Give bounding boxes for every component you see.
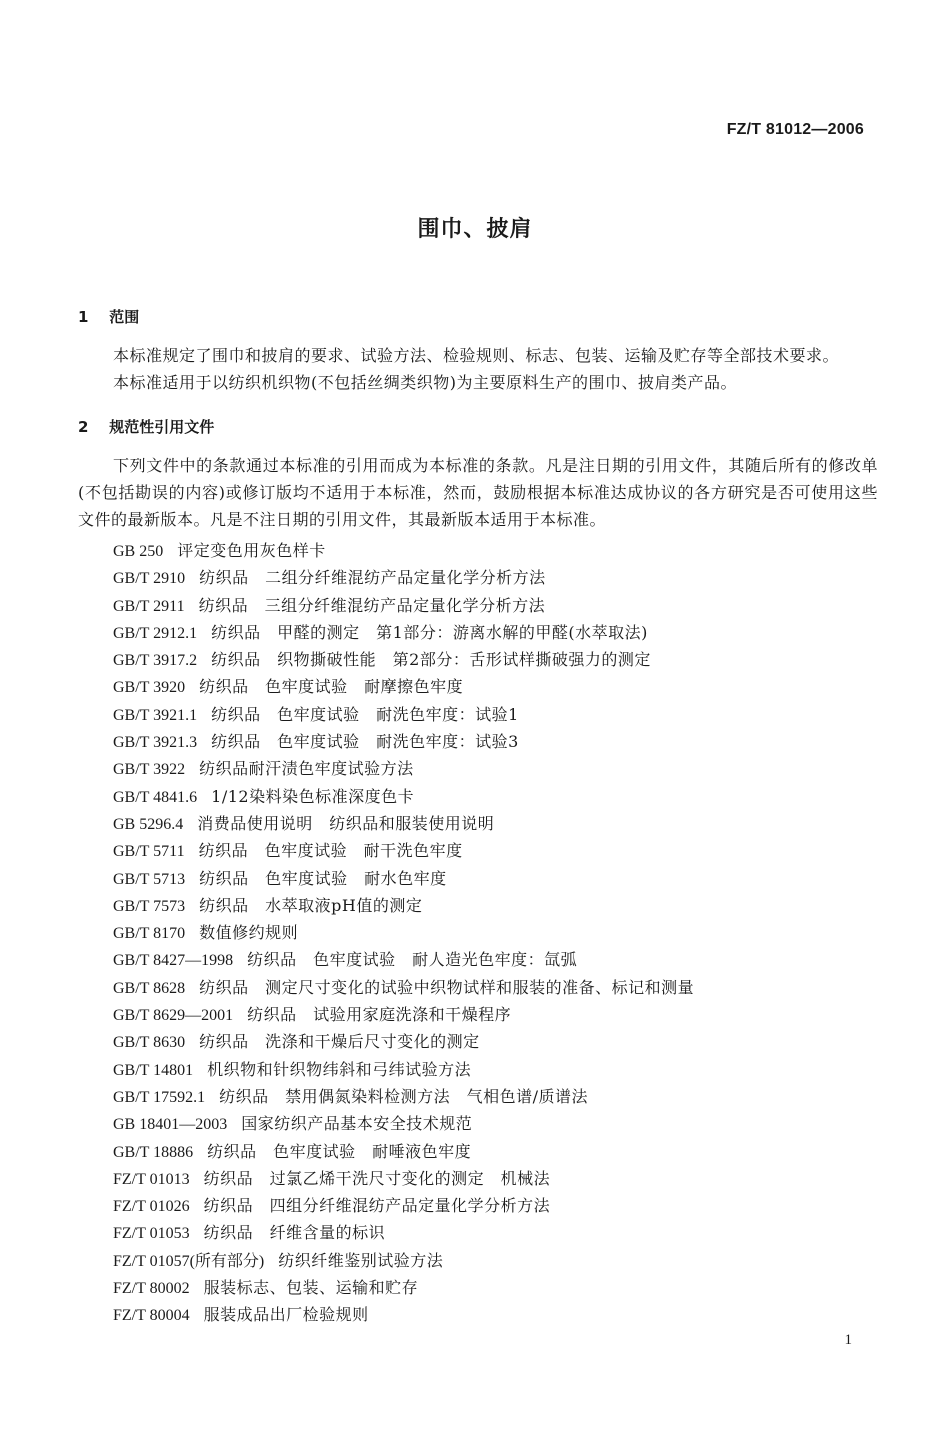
reference-item bbox=[113, 1192, 694, 1219]
reference-code: GB/T 4841.6 bbox=[113, 788, 198, 806]
reference-item bbox=[113, 646, 694, 673]
reference-title: 纺织品 试验用家庭洗涤和干燥程序 bbox=[247, 1005, 512, 1025]
references-intro-paragraph: 下列文件中的条款通过本标准的引用而成为本标准的条款。凡是注日期的引用文件，其随后所有的修改单(不包括勘误的内容)或修订版均不适用于本标准，然而，鼓励根据本标准达成协议的各方研究是否可使用这些文件的最新版本。凡是不注日期的引用文件，其最新版本适用于本标准。 bbox=[78, 456, 878, 529]
section-title: 规范性引用文件 bbox=[109, 418, 215, 436]
reference-title: 纺织品 洗涤和干燥后尺寸变化的测定 bbox=[199, 1032, 480, 1052]
reference-item bbox=[113, 919, 694, 946]
reference-title: 纺织品 纤维含量的标识 bbox=[203, 1223, 386, 1243]
standard-number: FZ/T 81012—2006 bbox=[726, 121, 864, 138]
reference-code: GB/T 8427—1998 bbox=[113, 952, 234, 970]
reference-title: 纺织品 过氯乙烯干洗尺寸变化的测定 机械法 bbox=[203, 1168, 551, 1188]
reference-title: 纺织品 二组分纤维混纺产品定量化学分析方法 bbox=[199, 568, 546, 588]
reference-item bbox=[113, 1056, 694, 1083]
scope-paragraph: 本标准规定了围巾和披肩的要求、试验方法、检验规则、标志、包装、运输及贮存等全部技术要求。 bbox=[113, 346, 840, 365]
reference-title: 纺织品 色牢度试验 耐摩擦色牢度 bbox=[199, 677, 464, 697]
section-number: 1 bbox=[78, 308, 89, 326]
reference-item bbox=[113, 865, 694, 892]
reference-item bbox=[113, 701, 694, 728]
reference-title: 纺织品 水萃取液pH值的测定 bbox=[199, 895, 423, 915]
reference-item bbox=[113, 728, 694, 755]
reference-item bbox=[113, 1138, 694, 1165]
reference-title: 纺织品 四组分纤维混纺产品定量化学分析方法 bbox=[203, 1196, 551, 1216]
reference-item bbox=[113, 1247, 694, 1274]
reference-item bbox=[113, 564, 694, 591]
reference-item bbox=[113, 1301, 694, 1328]
reference-code: GB/T 14801 bbox=[113, 1061, 194, 1079]
scope-paragraph: 本标准适用于以纺织机织物(不包括丝绸类织物)为主要原料生产的围巾、披肩类产品。 bbox=[113, 373, 737, 392]
section-number: 2 bbox=[78, 418, 89, 436]
reference-title: 纺织纤维鉴别试验方法 bbox=[278, 1250, 444, 1270]
reference-code: GB/T 3921.1 bbox=[113, 706, 198, 724]
reference-code: GB 5296.4 bbox=[113, 815, 184, 833]
reference-list bbox=[113, 537, 694, 1329]
reference-title: 纺织品 色牢度试验 耐洗色牢度：试验3 bbox=[211, 732, 519, 752]
reference-item bbox=[113, 946, 694, 973]
reference-item bbox=[113, 755, 694, 782]
reference-title: 纺织品 色牢度试验 耐水色牢度 bbox=[199, 868, 447, 888]
reference-item bbox=[113, 673, 694, 700]
reference-code: GB/T 5711 bbox=[113, 843, 185, 861]
reference-code: GB 18401—2003 bbox=[113, 1116, 228, 1134]
reference-code: GB/T 3920 bbox=[113, 679, 186, 697]
reference-title: 纺织品 测定尺寸变化的试验中织物试样和服装的准备、标记和测量 bbox=[199, 977, 695, 997]
reference-title: 纺织品 色牢度试验 耐干洗色牢度 bbox=[198, 841, 463, 861]
reference-code: GB/T 18886 bbox=[113, 1143, 194, 1161]
reference-title: 纺织品耐汗渍色牢度试验方法 bbox=[199, 759, 414, 779]
reference-title: 纺织品 色牢度试验 耐唾液色牢度 bbox=[207, 1141, 472, 1161]
reference-item bbox=[113, 783, 694, 810]
reference-code: FZ/T 01057(所有部分) bbox=[113, 1252, 265, 1270]
reference-item bbox=[113, 1083, 694, 1110]
scope-body bbox=[113, 342, 873, 396]
reference-title: 服装成品出厂检验规则 bbox=[203, 1305, 369, 1325]
reference-code: GB/T 5713 bbox=[113, 870, 186, 888]
reference-title: 服装标志、包装、运输和贮存 bbox=[203, 1278, 419, 1298]
reference-code: GB/T 8630 bbox=[113, 1034, 186, 1052]
reference-item bbox=[113, 537, 694, 564]
reference-item bbox=[113, 974, 694, 1001]
reference-item bbox=[113, 1274, 694, 1301]
reference-code: GB/T 3917.2 bbox=[113, 652, 198, 670]
section-title: 范围 bbox=[109, 308, 140, 326]
reference-item bbox=[113, 810, 694, 837]
reference-code: FZ/T 80002 bbox=[113, 1280, 190, 1298]
reference-item bbox=[113, 1001, 694, 1028]
reference-code: GB/T 7573 bbox=[113, 897, 186, 915]
reference-title: 纺织品 甲醛的测定 第1部分：游离水解的甲醛(水萃取法) bbox=[211, 622, 648, 642]
reference-title: 评定变色用灰色样卡 bbox=[177, 541, 326, 560]
reference-code: GB/T 2910 bbox=[113, 570, 186, 588]
section-heading-scope bbox=[78, 306, 139, 327]
reference-code: GB 250 bbox=[113, 543, 164, 560]
reference-item bbox=[113, 837, 694, 864]
reference-title: 数值修约规则 bbox=[199, 923, 299, 943]
reference-code: FZ/T 80004 bbox=[113, 1307, 190, 1325]
reference-item bbox=[113, 1028, 694, 1055]
reference-title: 消费品使用说明 纺织品和服装使用说明 bbox=[197, 813, 495, 833]
page-number: 1 bbox=[844, 1332, 852, 1348]
reference-title: 机织物和针织物纬斜和弓纬试验方法 bbox=[207, 1059, 472, 1079]
reference-item bbox=[113, 1219, 694, 1246]
reference-title: 纺织品 禁用偶氮染料检测方法 气相色谱/质谱法 bbox=[219, 1086, 589, 1106]
reference-item bbox=[113, 892, 694, 919]
reference-item bbox=[113, 592, 694, 619]
reference-title: 1/12染料染色标准深度色卡 bbox=[211, 786, 415, 806]
reference-title: 纺织品 织物撕破性能 第2部分：舌形试样撕破强力的测定 bbox=[211, 650, 651, 670]
reference-title: 国家纺织产品基本安全技术规范 bbox=[241, 1114, 473, 1134]
reference-code: FZ/T 01013 bbox=[113, 1170, 190, 1188]
reference-code: GB/T 3922 bbox=[113, 761, 186, 779]
reference-code: GB/T 8628 bbox=[113, 979, 186, 997]
reference-title: 纺织品 色牢度试验 耐洗色牢度：试验1 bbox=[211, 704, 519, 724]
reference-item bbox=[113, 1110, 694, 1137]
section-heading-normative-references bbox=[78, 416, 214, 437]
references-intro bbox=[78, 452, 878, 533]
reference-item bbox=[113, 1165, 694, 1192]
reference-code: FZ/T 01053 bbox=[113, 1225, 190, 1243]
reference-title: 纺织品 色牢度试验 耐人造光色牢度：氙弧 bbox=[247, 950, 578, 970]
reference-code: GB/T 8170 bbox=[113, 925, 186, 943]
reference-code: GB/T 3921.3 bbox=[113, 734, 198, 752]
reference-code: GB/T 2911 bbox=[113, 597, 185, 615]
document-title: 围巾、披肩 bbox=[417, 217, 533, 242]
reference-code: GB/T 8629—2001 bbox=[113, 1007, 234, 1025]
reference-item bbox=[113, 619, 694, 646]
reference-code: GB/T 17592.1 bbox=[113, 1088, 206, 1106]
reference-code: FZ/T 01026 bbox=[113, 1198, 190, 1216]
reference-code: GB/T 2912.1 bbox=[113, 624, 198, 642]
reference-title: 纺织品 三组分纤维混纺产品定量化学分析方法 bbox=[198, 595, 546, 615]
